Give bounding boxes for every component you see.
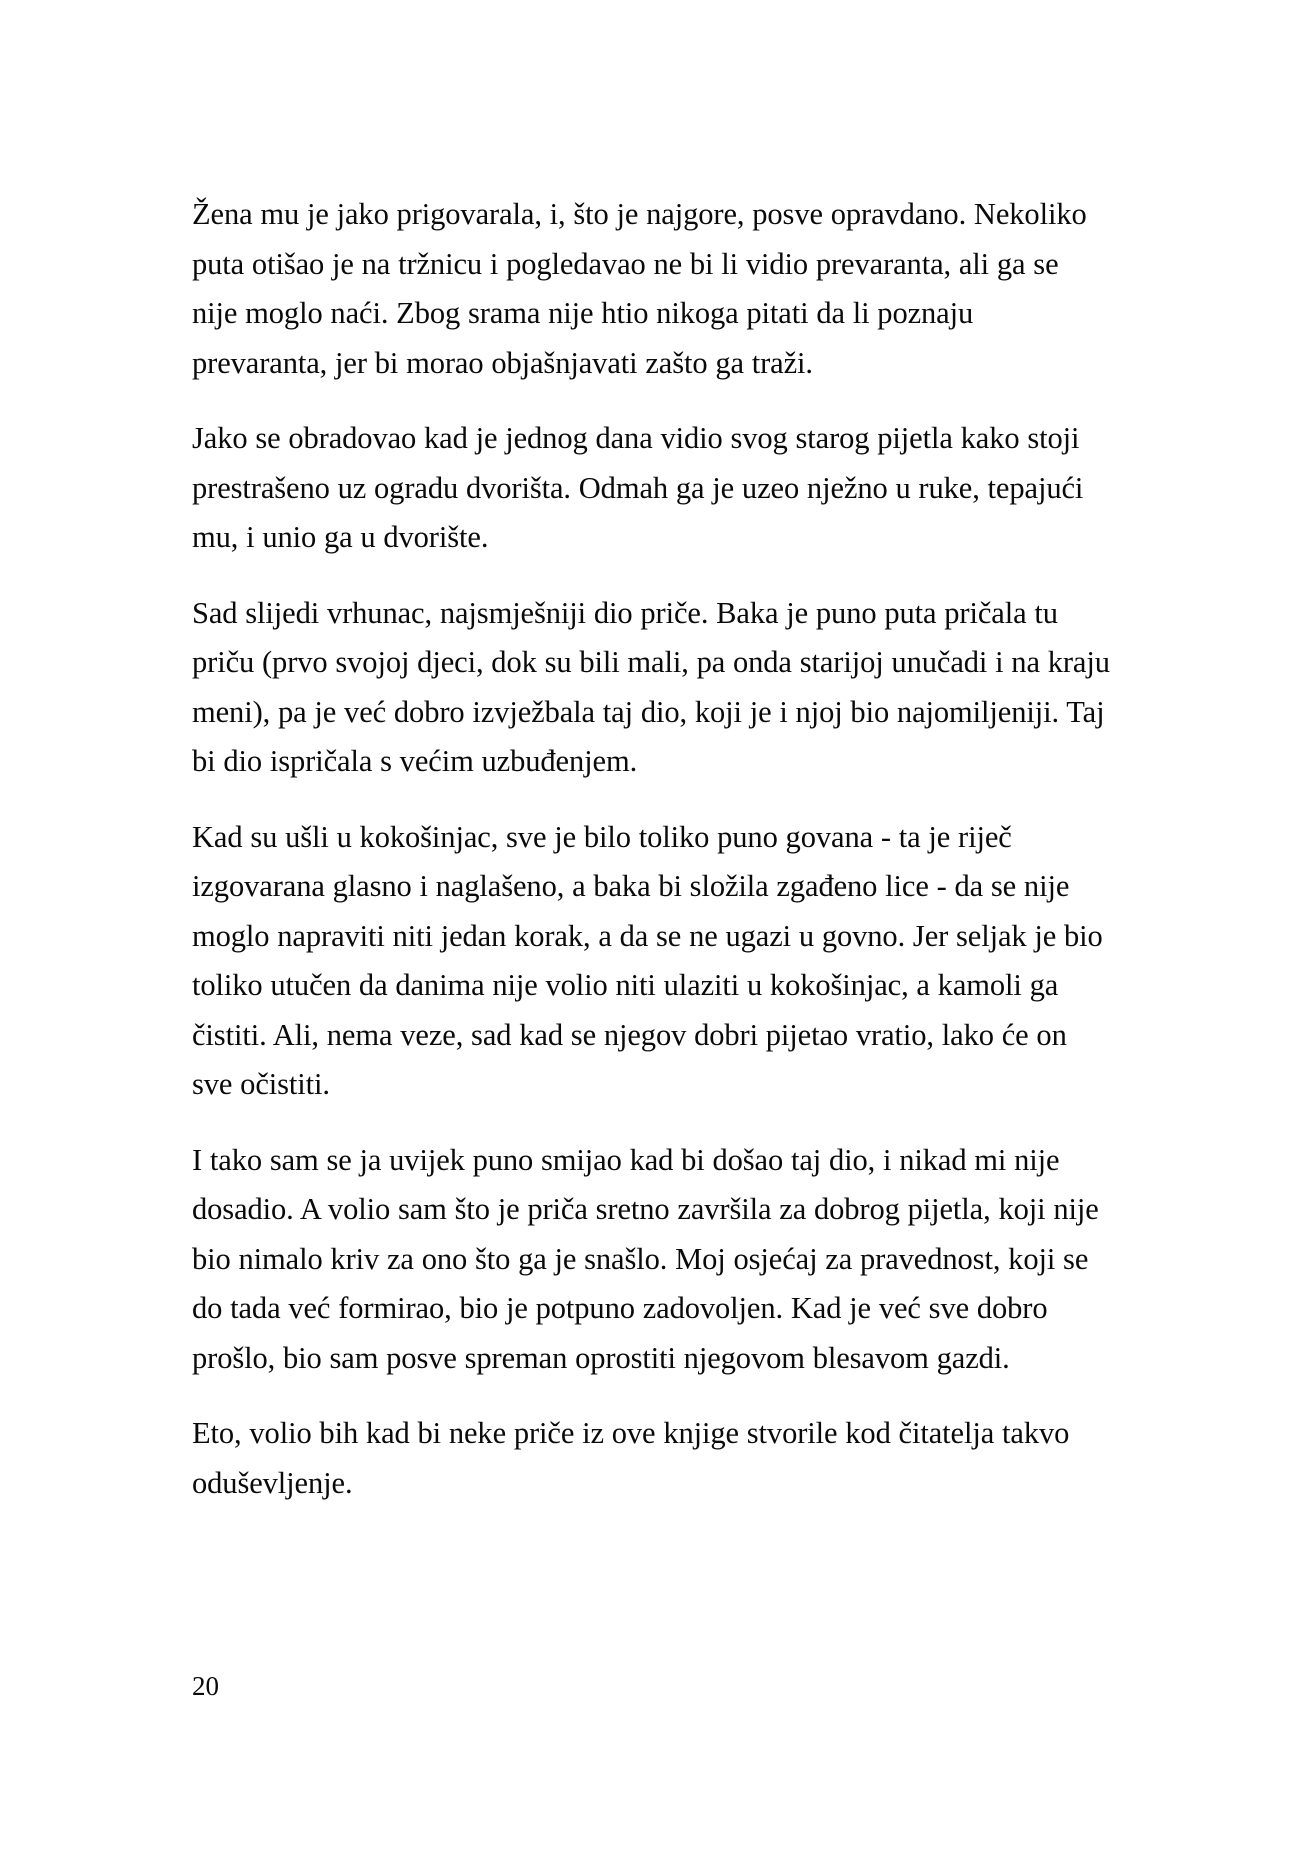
body-paragraph-2: Jako se obradovao kad je jednog dana vidio svog starog pijetla kako stoji prestrašeno uz ogradu dvorišta. Odmah ga je uzeo nježno u ruke, tepajući mu, i unio ga u dvorište. [192,421,1084,554]
body-paragraph-3: Sad slijedi vrhunac, najsmješniji dio priče. Baka je puno puta pričala tu priču (prvo svojoj djeci, dok su bili mali, pa onda starijoj unučadi i na kraju meni), pa je već dobro izvježbala taj dio, koji je i njoj bio najomiljeniji. Taj bi dio ispričala s većim uzbuđenjem. [192,595,1110,778]
body-paragraph-6: Eto, volio bih kad bi neke priče iz ove knjige stvorile kod čitatelja takvo oduševljenje. [192,1416,1070,1500]
body-paragraph-5: I tako sam se ja uvijek puno smijao kad bi došao taj dio, i nikad mi nije dosadio. A volio sam što je priča sretno završila za dobrog pijetla, koji nije bio nimalo kriv za ono što ga je snašlo. Moj osjećaj za pravednost, koji se do tada već formirao, bio je potpuno zadovoljen. Kad je već sve dobro prošlo, bio sam posve spreman oprostiti njegovom blesavom gazdi. [192,1142,1099,1375]
body-text-column [192,190,1110,1508]
page-number: 20 [192,1671,219,1701]
body-paragraph-4: Kad su ušli u kokošinjac, sve je bilo toliko puno govana - ta je riječ izgovarana glasno i naglašeno, a baka bi složila zgađeno lice - da se nije moglo napraviti niti jedan korak, a da se ne ugazi u govno. Jer seljak je bio toliko utučen da danima nije volio niti ulaziti u kokošinjac, a kamoli ga čistiti. Ali, nema veze, sad kad se njegov dobri pijetao vratio, lako će on sve očistiti. [192,819,1103,1101]
body-paragraph-1: Žena mu je jako prigovarala, i, što je najgore, posve opravdano. Nekoliko puta otišao je na tržnicu i pogledavao ne bi li vidio prevaranta, ali ga se nije moglo naći. Zbog srama nije htio nikoga pitati da li poznaju prevaranta, jer bi morao objašnjavati zašto ga traži. [192,197,1087,380]
